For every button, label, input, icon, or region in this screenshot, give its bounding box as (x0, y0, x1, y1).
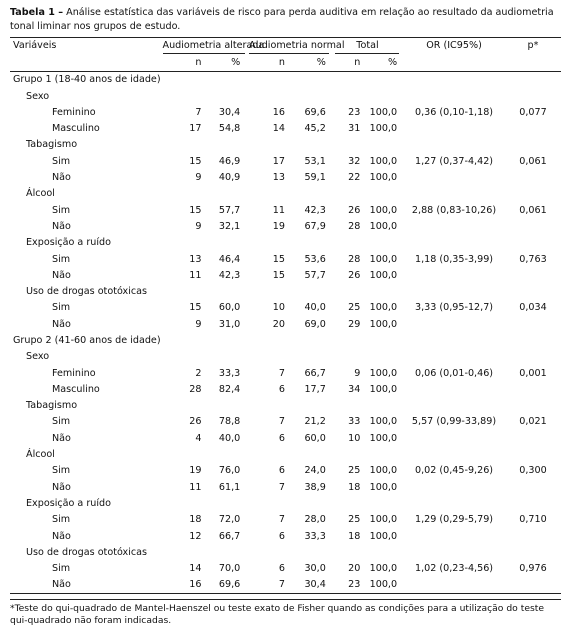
normal-n-cell: 6 (278, 530, 285, 542)
variable-name: Álcool (26, 188, 55, 200)
odds-ratio-cell (403, 381, 505, 397)
p-value-cell: 0,061 (519, 155, 547, 167)
variable-name: Tabagismo (26, 139, 78, 151)
altered-pct-cell: 31,0 (218, 318, 241, 330)
category-label: Não (52, 530, 71, 542)
p-value-cell: 0,061 (519, 204, 547, 216)
group-title: Grupo 1 (18-40 anos de idade) (13, 74, 161, 86)
table-row (10, 365, 561, 381)
altered-pct-cell: 46,9 (218, 155, 241, 167)
category-label: Sim (52, 514, 71, 526)
group-row (10, 71, 561, 88)
altered-pct-cell: 61,1 (218, 481, 241, 493)
category-label: Não (52, 269, 71, 281)
altered-pct-cell: 32,1 (218, 220, 241, 232)
normal-pct-cell: 67,9 (304, 220, 326, 232)
altered-pct-cell: 33,3 (218, 367, 241, 379)
table-row (10, 251, 561, 267)
odds-ratio-cell: 0,06 (0,01-0,46) (414, 367, 494, 379)
altered-pct-cell: 76,0 (218, 465, 241, 477)
odds-ratio-cell: 1,27 (0,37-4,42) (414, 155, 494, 167)
header-or: OR (IC95%) (426, 40, 482, 51)
normal-n-cell: 16 (272, 106, 285, 118)
variable-row (10, 283, 561, 299)
normal-n-cell: 14 (272, 123, 285, 135)
total-pct-cell: 100,0 (369, 432, 398, 444)
p-value-cell: 0,300 (519, 465, 547, 477)
total-n-cell: 18 (348, 530, 361, 542)
normal-n-cell: 11 (272, 204, 285, 216)
altered-pct-cell: 40,0 (218, 432, 241, 444)
altered-n-cell: 9 (195, 318, 202, 330)
normal-n-cell: 19 (272, 220, 285, 232)
total-pct-cell: 100,0 (369, 106, 398, 118)
total-pct-cell: 100,0 (369, 155, 398, 167)
odds-ratio-cell (403, 120, 505, 136)
total-pct-cell: 100,0 (369, 481, 398, 493)
category-label: Sim (52, 563, 71, 575)
total-pct-cell: 100,0 (369, 416, 398, 428)
normal-pct-cell: 30,0 (304, 563, 326, 575)
normal-pct-cell: 45,2 (304, 123, 326, 135)
table-caption (10, 6, 561, 34)
total-n-cell: 33 (348, 416, 361, 428)
variable-name: Exposição a ruído (26, 497, 112, 509)
odds-ratio-cell: 1,02 (0,23-4,56) (414, 563, 494, 575)
statistics-table (10, 37, 561, 594)
normal-n-cell: 15 (272, 253, 285, 265)
table-row (10, 120, 561, 136)
altered-n-cell: 13 (189, 253, 202, 265)
total-n-cell: 29 (348, 318, 361, 330)
altered-n-cell: 7 (195, 106, 202, 118)
table-row (10, 577, 561, 594)
table-row (10, 528, 561, 544)
p-value-cell: 0,710 (519, 514, 547, 526)
altered-n-cell: 15 (189, 155, 202, 167)
group-row (10, 332, 561, 348)
header-normal: Audiometria normal (246, 38, 332, 55)
altered-n-cell: 9 (195, 220, 202, 232)
category-label: Feminino (52, 367, 96, 379)
total-n-cell: 26 (348, 269, 361, 281)
altered-n-cell: 14 (189, 563, 202, 575)
normal-pct-cell: 17,7 (304, 383, 326, 395)
p-value-cell (505, 430, 561, 446)
header-n: n (161, 54, 202, 71)
category-label: Sim (52, 253, 71, 265)
total-pct-cell: 100,0 (369, 530, 398, 542)
variable-name: Álcool (26, 449, 55, 461)
odds-ratio-cell (403, 316, 505, 332)
odds-ratio-cell (403, 430, 505, 446)
table-caption-text: Análise estatística das variáveis de risco para perda auditiva em relação ao resultado da audiometria tonal liminar nos grupos de estudo. (10, 7, 554, 32)
table-row (10, 479, 561, 495)
normal-n-cell: 15 (272, 269, 285, 281)
variable-row (10, 88, 561, 104)
header-row-main (10, 38, 561, 55)
altered-n-cell: 12 (189, 530, 202, 542)
altered-n-cell: 19 (189, 465, 202, 477)
total-pct-cell: 100,0 (369, 302, 398, 314)
table-row (10, 202, 561, 218)
odds-ratio-cell (403, 577, 505, 594)
p-value-cell (505, 267, 561, 283)
odds-ratio-cell: 0,36 (0,10-1,18) (414, 106, 494, 118)
p-value-cell (505, 528, 561, 544)
p-value-cell: 0,021 (519, 416, 547, 428)
altered-n-cell: 9 (195, 172, 202, 184)
normal-n-cell: 7 (278, 416, 285, 428)
header-n: n (332, 54, 361, 71)
altered-pct-cell: 69,6 (201, 577, 246, 594)
category-label: Não (52, 172, 71, 184)
p-value-cell (505, 120, 561, 136)
altered-n-cell: 28 (189, 383, 202, 395)
p-value-cell: 0,034 (519, 302, 547, 314)
total-pct-cell: 100,0 (369, 253, 398, 265)
total-n-cell: 34 (348, 383, 361, 395)
normal-n-cell: 7 (278, 514, 285, 526)
table-row (10, 316, 561, 332)
normal-n-cell: 17 (272, 155, 285, 167)
odds-ratio-cell (403, 479, 505, 495)
odds-ratio-cell (403, 528, 505, 544)
header-total: Total (332, 38, 403, 55)
normal-n-cell: 13 (272, 172, 285, 184)
normal-n-cell: 7 (278, 367, 285, 379)
total-n-cell: 18 (348, 481, 361, 493)
normal-pct-cell: 66,7 (304, 367, 326, 379)
total-pct-cell: 100,0 (369, 367, 398, 379)
total-n-cell: 28 (348, 253, 361, 265)
normal-pct-cell: 69,6 (304, 106, 326, 118)
table-row (10, 300, 561, 316)
normal-n-cell: 7 (278, 481, 285, 493)
table-row (10, 414, 561, 430)
total-n-cell: 9 (354, 367, 361, 379)
p-value-cell (505, 381, 561, 397)
p-value-cell (505, 577, 561, 594)
total-n-cell: 26 (348, 204, 361, 216)
odds-ratio-cell: 0,02 (0,45-9,26) (414, 465, 494, 477)
variable-row (10, 137, 561, 153)
header-variables: Variáveis (13, 40, 57, 51)
normal-pct-cell: 69,0 (304, 318, 326, 330)
total-n-cell: 32 (348, 155, 361, 167)
group-title: Grupo 2 (41-60 anos de idade) (13, 334, 161, 346)
altered-n-cell: 2 (195, 367, 202, 379)
variable-row (10, 235, 561, 251)
variable-row (10, 495, 561, 511)
total-n-cell: 25 (348, 514, 361, 526)
category-label: Sim (52, 465, 71, 477)
normal-n-cell: 10 (272, 302, 285, 314)
altered-pct-cell: 40,9 (218, 172, 241, 184)
total-n-cell: 23 (348, 106, 361, 118)
odds-ratio-cell: 3,33 (0,95-12,7) (414, 302, 494, 314)
table-row (10, 218, 561, 234)
total-pct-cell: 100,0 (369, 383, 398, 395)
total-pct-cell: 100,0 (369, 204, 398, 216)
variable-row (10, 186, 561, 202)
altered-n-cell: 26 (189, 416, 202, 428)
header-pct: % (285, 54, 332, 71)
variable-name: Sexo (26, 351, 50, 363)
normal-n-cell: 6 (278, 563, 285, 575)
table-row (10, 561, 561, 577)
p-value-cell: 0,976 (519, 563, 547, 575)
variable-name: Tabagismo (26, 400, 78, 412)
odds-ratio-cell: 5,57 (0,99-33,89) (411, 416, 497, 428)
header-p: p* (527, 40, 539, 51)
altered-n-cell: 18 (189, 514, 202, 526)
category-label: Sim (52, 204, 71, 216)
p-value-cell (505, 169, 561, 185)
altered-n-cell: 15 (189, 204, 202, 216)
altered-pct-cell: 72,0 (218, 514, 241, 526)
total-pct-cell: 100,0 (369, 269, 398, 281)
table-row (10, 153, 561, 169)
header-pct: % (201, 54, 246, 71)
p-value-cell (505, 316, 561, 332)
odds-ratio-cell: 1,29 (0,29-5,79) (414, 514, 494, 526)
variable-name: Uso de drogas ototóxicas (26, 546, 148, 558)
header-n: n (246, 54, 285, 71)
category-label: Não (52, 220, 71, 232)
category-label: Sim (52, 155, 71, 167)
table-row (10, 267, 561, 283)
category-label: Sim (52, 302, 71, 314)
variable-row (10, 398, 561, 414)
variable-name: Exposição a ruído (26, 237, 112, 249)
footnote: *Teste do qui-quadrado de Mantel-Haenszel ou teste exato de Fisher quando as condições para a utilização do teste qui-quadrado não foram indicadas. (10, 599, 561, 627)
table-row (10, 381, 561, 397)
table-body (10, 71, 561, 594)
normal-n-cell: 6 (278, 432, 285, 444)
p-value-cell (505, 218, 561, 234)
category-label: Masculino (52, 383, 100, 395)
variable-row (10, 349, 561, 365)
normal-pct-cell: 57,7 (304, 269, 326, 281)
altered-pct-cell: 54,8 (218, 123, 241, 135)
normal-pct-cell: 33,3 (304, 530, 326, 542)
p-value-cell: 0,077 (519, 106, 547, 118)
normal-pct-cell: 28,0 (304, 514, 326, 526)
normal-pct-cell: 21,2 (304, 416, 326, 428)
normal-n-cell: 6 (278, 465, 285, 477)
category-label: Não (52, 432, 71, 444)
category-label: Não (10, 577, 161, 594)
total-pct-cell: 100,0 (369, 318, 398, 330)
altered-pct-cell: 60,0 (218, 302, 241, 314)
altered-n-cell: 17 (189, 123, 202, 135)
p-value-cell: 0,763 (519, 253, 547, 265)
altered-pct-cell: 46,4 (218, 253, 241, 265)
total-n-cell: 22 (348, 172, 361, 184)
altered-n-cell: 16 (161, 577, 202, 594)
altered-pct-cell: 66,7 (218, 530, 241, 542)
header-pct: % (360, 54, 403, 71)
odds-ratio-cell (403, 169, 505, 185)
total-pct-cell: 100,0 (369, 172, 398, 184)
odds-ratio-cell (403, 267, 505, 283)
total-n-cell: 10 (348, 432, 361, 444)
normal-pct-cell: 60,0 (304, 432, 326, 444)
table-row (10, 430, 561, 446)
p-value-cell: 0,001 (519, 367, 547, 379)
altered-n-cell: 11 (189, 269, 202, 281)
normal-pct-cell: 59,1 (304, 172, 326, 184)
normal-pct-cell: 53,1 (304, 155, 326, 167)
total-n-cell: 25 (348, 302, 361, 314)
variable-row (10, 446, 561, 462)
variable-name: Sexo (26, 90, 50, 102)
altered-n-cell: 15 (189, 302, 202, 314)
total-pct-cell: 100,0 (369, 465, 398, 477)
normal-pct-cell: 40,0 (304, 302, 326, 314)
table-row (10, 512, 561, 528)
table-row (10, 463, 561, 479)
total-pct-cell: 100,0 (369, 563, 398, 575)
category-label: Feminino (52, 106, 96, 118)
table-row (10, 169, 561, 185)
normal-pct-cell: 42,3 (304, 204, 326, 216)
table-row (10, 104, 561, 120)
odds-ratio-cell: 1,18 (0,35-3,99) (414, 253, 494, 265)
total-pct-cell: 100,0 (369, 514, 398, 526)
normal-pct-cell: 38,9 (304, 481, 326, 493)
p-value-cell (505, 479, 561, 495)
variable-name: Uso de drogas ototóxicas (26, 286, 148, 298)
altered-pct-cell: 57,7 (218, 204, 241, 216)
altered-n-cell: 4 (195, 432, 202, 444)
total-pct-cell: 100,0 (369, 220, 398, 232)
total-n-cell: 20 (348, 563, 361, 575)
normal-pct-cell: 53,6 (304, 253, 326, 265)
normal-n-cell: 6 (278, 383, 285, 395)
normal-pct-cell: 24,0 (304, 465, 326, 477)
odds-ratio-cell: 2,88 (0,83-10,26) (411, 204, 497, 216)
category-label: Não (52, 318, 71, 330)
altered-pct-cell: 70,0 (218, 563, 241, 575)
altered-pct-cell: 82,4 (218, 383, 241, 395)
variable-row (10, 544, 561, 560)
odds-ratio-cell (403, 218, 505, 234)
total-n-cell: 31 (348, 123, 361, 135)
table-caption-label: Tabela 1 – (10, 7, 64, 18)
normal-pct-cell: 30,4 (285, 577, 332, 594)
total-n-cell: 25 (348, 465, 361, 477)
altered-pct-cell: 30,4 (218, 106, 241, 118)
header-altered: Audiometria alterada (161, 38, 247, 55)
total-n-cell: 23 (332, 577, 361, 594)
normal-n-cell: 20 (272, 318, 285, 330)
total-pct-cell: 100,0 (360, 577, 403, 594)
total-n-cell: 28 (348, 220, 361, 232)
header-row-sub (10, 54, 561, 71)
category-label: Sim (52, 416, 71, 428)
altered-n-cell: 11 (189, 481, 202, 493)
altered-pct-cell: 42,3 (218, 269, 241, 281)
category-label: Masculino (52, 123, 100, 135)
total-pct-cell: 100,0 (369, 123, 398, 135)
normal-n-cell: 7 (246, 577, 285, 594)
category-label: Não (52, 481, 71, 493)
altered-pct-cell: 78,8 (218, 416, 241, 428)
